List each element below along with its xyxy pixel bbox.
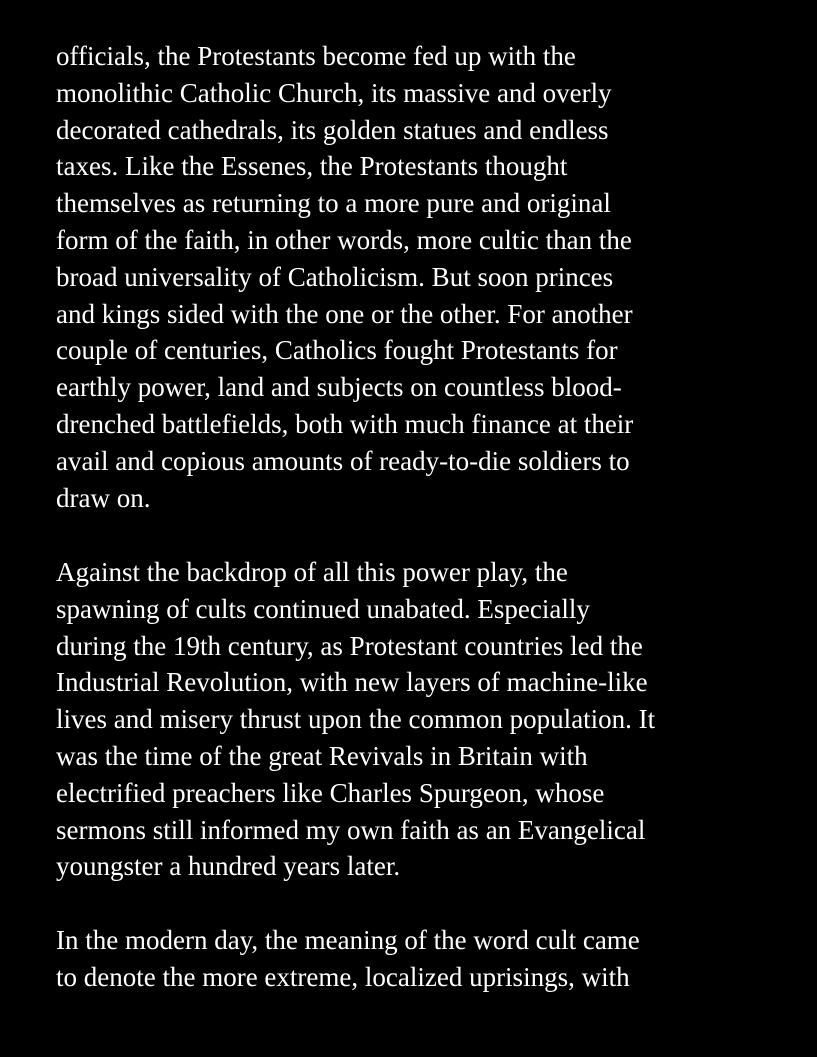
text-line: form of the faith, in other words, more cultic than the: [56, 224, 632, 255]
text-line: In the modern day, the meaning of the word cult came: [56, 925, 640, 955]
text-line: youngster a hundred years later.: [56, 851, 401, 882]
text-line: lives and misery thrust upon the common population. It: [56, 704, 656, 735]
text-line: Industrial Revolution, with new layers of machine-like: [56, 667, 648, 698]
paragraph-protestants: [56, 38, 796, 516]
text-line: decorated cathedrals, its golden statues and endless: [56, 114, 609, 145]
text-line: monolithic Catholic Church, its massive and overly: [56, 77, 612, 108]
text-line: avail and copious amounts of ready-to-die soldiers to: [56, 445, 630, 476]
text-line: officials, the Protestants become fed up with the: [56, 41, 576, 71]
text-line: sermons still informed my own faith as an Evangelical: [56, 814, 646, 845]
text-line: draw on.: [56, 482, 151, 513]
text-line: couple of centuries, Catholics fought Protestants for: [56, 335, 618, 366]
text-line: electrified preachers like Charles Spurgeon, whose: [56, 777, 605, 808]
text-line: drenched battlefields, both with much finance at their: [56, 408, 634, 439]
text-line: Against the backdrop of all this power play, the: [56, 557, 568, 587]
text-line: earthly power, land and subjects on countless blood-: [56, 372, 622, 403]
text-line: to denote the more extreme, localized uprisings, with: [56, 961, 630, 992]
text-line: during the 19th century, as Protestant countries led the: [56, 630, 643, 661]
paragraph-cults-revivals: [56, 554, 796, 885]
paragraph-modern-day: [56, 922, 796, 996]
text-line: and kings sided with the one or the other. For another: [56, 298, 633, 329]
text-line: themselves as returning to a more pure and original: [56, 188, 611, 219]
text-line: was the time of the great Revivals in Britain with: [56, 740, 588, 771]
text-line: broad universality of Catholicism. But soon princes: [56, 261, 614, 292]
text-line: spawning of cults continued unabated. Especially: [56, 593, 590, 624]
text-line: taxes. Like the Essenes, the Protestants thought: [56, 151, 568, 182]
